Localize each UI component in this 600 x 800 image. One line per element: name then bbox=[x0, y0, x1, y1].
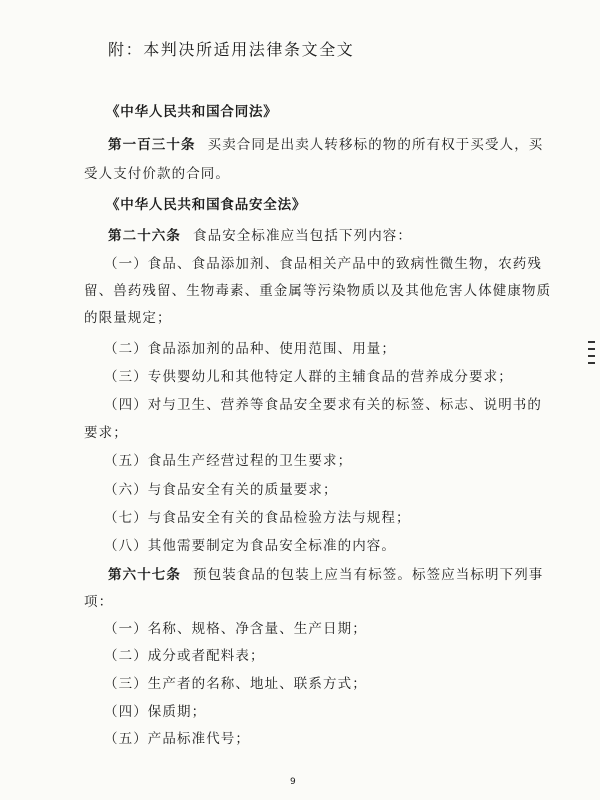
seal-fragment bbox=[588, 336, 598, 384]
article-130-text-line2: 受人支付价款的合同。 bbox=[84, 166, 230, 182]
article-26-item7: （七）与食品安全有关的食品检验方法与规程； bbox=[104, 510, 411, 526]
article-26-item1-line2: 留、兽药残留、生物毒素、重金属等污染物质以及其他危害人体健康物质 bbox=[84, 283, 552, 299]
contract-law-title: 《中华人民共和国合同法》 bbox=[106, 104, 278, 120]
article-26-item5: （五）食品生产经营过程的卫生要求； bbox=[104, 453, 353, 469]
article-26 bbox=[108, 228, 412, 244]
article-26-intro: 食品安全标准应当包括下列内容： bbox=[193, 228, 412, 244]
article-67-item2: （二）成分或者配料表； bbox=[104, 648, 265, 664]
article-26-item4-line1: （四）对与卫生、营养等食品安全要求有关的标签、标志、说明书的 bbox=[104, 397, 542, 413]
article-26-item1-line3: 的限量规定； bbox=[84, 310, 172, 326]
article-67-number: 第六十七条 bbox=[108, 567, 181, 583]
article-26-number: 第二十六条 bbox=[108, 228, 181, 244]
article-67-item5: （五）产品标准代号； bbox=[104, 731, 250, 747]
food-safety-law-title: 《中华人民共和国食品安全法》 bbox=[106, 197, 307, 213]
article-67 bbox=[108, 567, 543, 583]
article-26-item8: （八）其他需要制定为食品安全标准的内容。 bbox=[104, 538, 396, 554]
article-67-item3: （三）生产者的名称、地址、联系方式； bbox=[104, 676, 367, 692]
article-26-item6: （六）与食品安全有关的质量要求； bbox=[104, 482, 338, 498]
article-130-text-line1: 买卖合同是出卖人转移标的物的所有权于买受人，买 bbox=[207, 137, 544, 153]
article-26-item2: （二）食品添加剂的品种、使用范围、用量； bbox=[104, 341, 396, 357]
article-67-intro-line2: 项： bbox=[84, 594, 114, 610]
page-number: 9 bbox=[290, 777, 296, 787]
article-26-item3: （三）专供婴幼儿和其他特定人群的主辅食品的营养成分要求； bbox=[104, 369, 513, 385]
appendix-heading: 附：本判决所适用法律条文全文 bbox=[108, 40, 355, 59]
article-67-item1: （一）名称、规格、净含量、生产日期； bbox=[104, 621, 367, 637]
article-130 bbox=[108, 137, 543, 153]
article-67-intro-line1: 预包装食品的包装上应当有标签。标签应当标明下列事 bbox=[193, 567, 544, 583]
article-67-item4: （四）保质期； bbox=[104, 704, 207, 720]
article-26-item4-line2: 要求； bbox=[84, 425, 128, 441]
article-26-item1-line1: （一）食品、食品添加剂、食品相关产品中的致病性微生物，农药残 bbox=[104, 256, 542, 272]
article-130-number: 第一百三十条 bbox=[108, 137, 196, 153]
